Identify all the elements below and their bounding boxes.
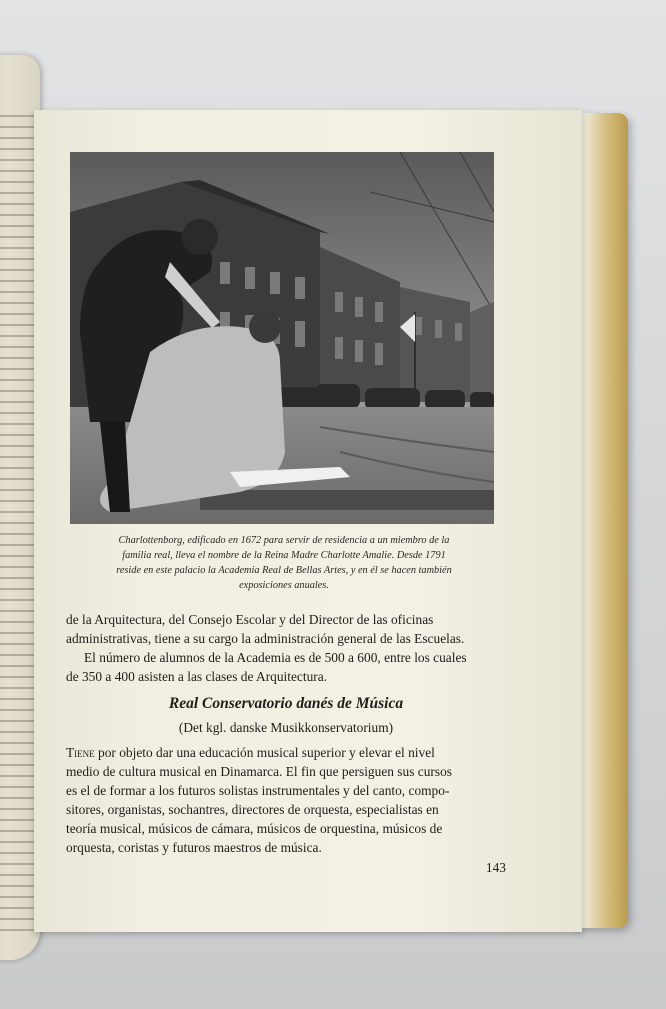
- text-line: [66, 743, 506, 762]
- paragraph-conservatory: [66, 743, 506, 857]
- text-line: de la Arquitectura, del Consejo Escolar y del Director de las oficinas: [66, 612, 434, 627]
- text-line: de 350 a 400 asisten a las clases de Arquitectura.: [66, 669, 328, 684]
- caption-line: Charlottenborg, edificado en 1672 para servir de residencia a un miembro de la: [118, 535, 450, 546]
- section-subtitle: (Det kgl. danske Musikkonservatorium): [178, 720, 394, 735]
- building-photo: [70, 152, 494, 524]
- paragraph-academy: [66, 610, 506, 686]
- photo-illustration: [70, 152, 494, 524]
- caption-line: exposiciones anuales.: [239, 580, 329, 591]
- text-line: administrativas, tiene a su cargo la administración general de las Escuelas.: [66, 631, 465, 646]
- caption-line: familia real, lleva el nombre de la Reina Madre Charlotte Amalie. Desde 1791: [122, 550, 446, 561]
- text-line: sitores, organistas, sochantres, directores de orquesta, especialistas en: [66, 802, 439, 817]
- text-line: orquesta, coristas y futuros maestros de música.: [66, 840, 322, 855]
- photo-caption: [64, 533, 504, 593]
- drop-word: Tiene: [66, 745, 95, 760]
- section-title: Real Conservatorio danés de Música: [168, 695, 404, 712]
- text-line: medio de cultura musical en Dinamarca. El fin que persiguen sus cursos: [66, 764, 452, 779]
- text-line: El número de alumnos de la Academia es de 500 a 600, entre los cuales: [84, 650, 467, 665]
- text-line: es el de formar a los futuros solistas instrumentales y del canto, compo-: [66, 783, 450, 798]
- left-page-text-fragments: [0, 115, 36, 935]
- text-line-rest: por objeto dar una educación musical superior y elevar el nivel: [94, 745, 435, 760]
- text-line: teoría musical, músicos de cámara, músicos de orquestina, músicos de: [66, 821, 443, 836]
- caption-line: reside en este palacio la Academia Real de Bellas Artes, y en él se hacen también: [116, 565, 452, 576]
- page-number: 143: [485, 860, 506, 875]
